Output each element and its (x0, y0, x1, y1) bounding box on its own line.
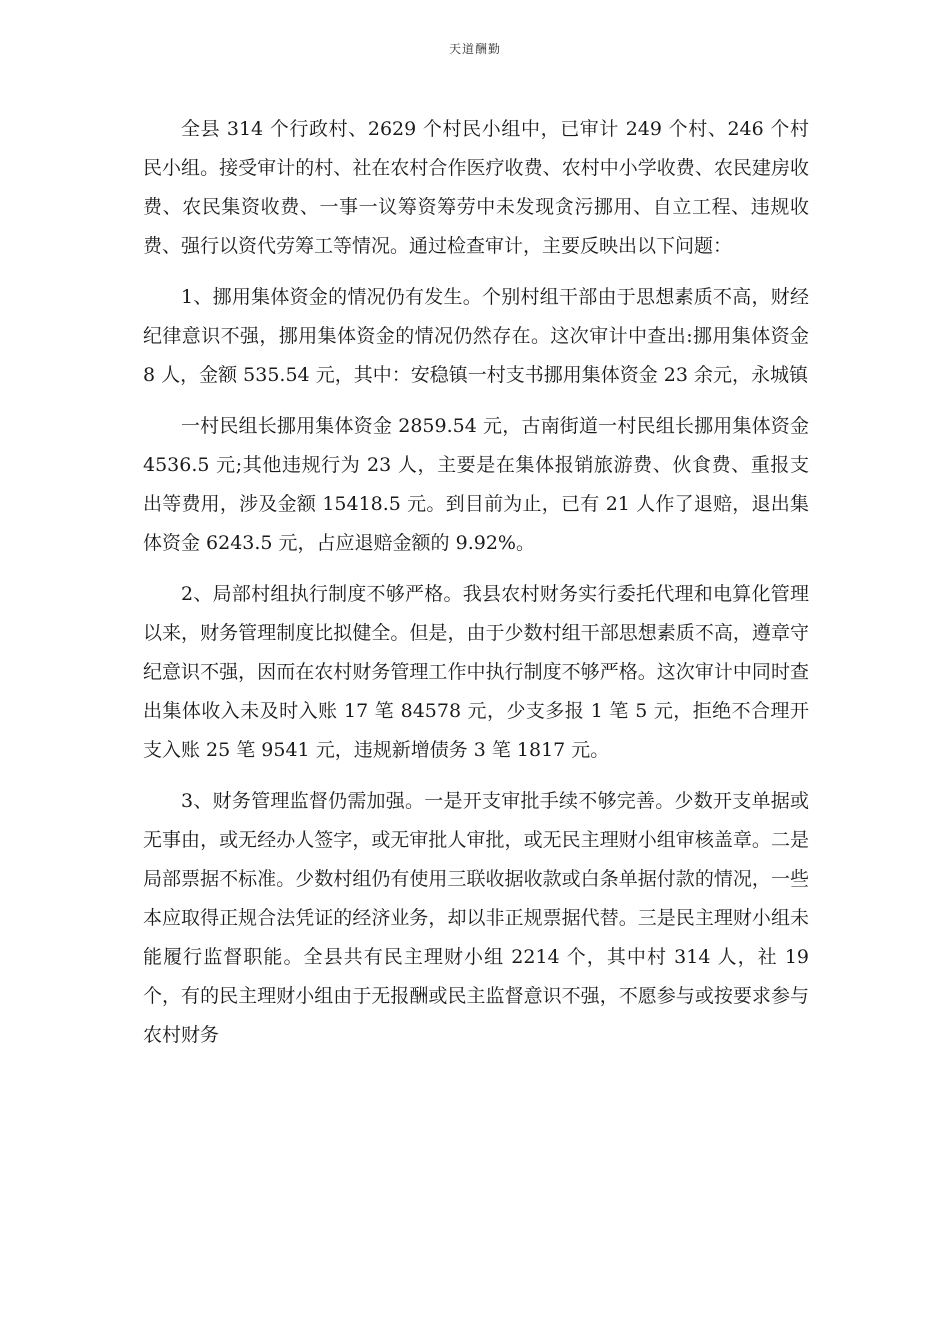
paragraph-issue-2: 2、局部村组执行制度不够严格。我县农村财务实行委托代理和电算化管理以来，财务管理制度比拟健全。但是，由于少数村组干部思想素质不高，遵章守纪意识不强，因而在农村财务管理工作中执行制度不够严格。这次审计中同时查出集体收入未及时入账 17 笔 84578 元，少支多报 1 笔 5 元，拒绝不合理开支入账 25 笔 9541 元，违规新增债务 3 笔 1817 元。 (143, 583, 809, 761)
document-body (143, 110, 809, 1067)
paragraph-issue-1-continued: 一村民组长挪用集体资金 2859.54 元，古南街道一村民组长挪用集体资金 4536.5 元;其他违规行为 23 人，主要是在集体报销旅游费、伙食费、重报支出等费用，涉及金额 15418.5 元。到目前为止，已有 21 人作了退赔，退出集体资金 6243.5 元，占应退赔金额的 9.92%。 (143, 415, 809, 554)
page-header: 天道酬勤 (448, 42, 501, 56)
paragraph-intro: 全县 314 个行政村、2629 个村民小组中，已审计 249 个村、246 个村民小组。接受审计的村、社在农村合作医疗收费、农村中小学收费、农民建房收费、农民集资收费、一事一议筹资筹劳中未发现贪污挪用、自立工程、违规收费、强行以资代劳筹工等情况。通过检查审计，主要反映出以下问题： (143, 118, 809, 257)
paragraph-issue-3: 3、财务管理监督仍需加强。一是开支审批手续不够完善。少数开支单据或无事由，或无经办人签字，或无审批人审批，或无民主理财小组审核盖章。二是局部票据不标准。少数村组仍有使用三联收据收款或白条单据付款的情况，一些本应取得正规合法凭证的经济业务，却以非正规票据代替。三是民主理财小组未能履行监督职能。全县共有民主理财小组 2214 个，其中村 314 人，社 19 个，有的民主理财小组由于无报酬或民主监督意识不强，不愿参与或按要求参与农村财务 (143, 790, 809, 1046)
paragraph-issue-1: 1、挪用集体资金的情况仍有发生。个别村组干部由于思想素质不高，财经纪律意识不强，挪用集体资金的情况仍然存在。这次审计中查出:挪用集体资金 8 人，金额 535.54 元，其中：安稳镇一村支书挪用集体资金 23 余元，永城镇 (143, 286, 809, 386)
